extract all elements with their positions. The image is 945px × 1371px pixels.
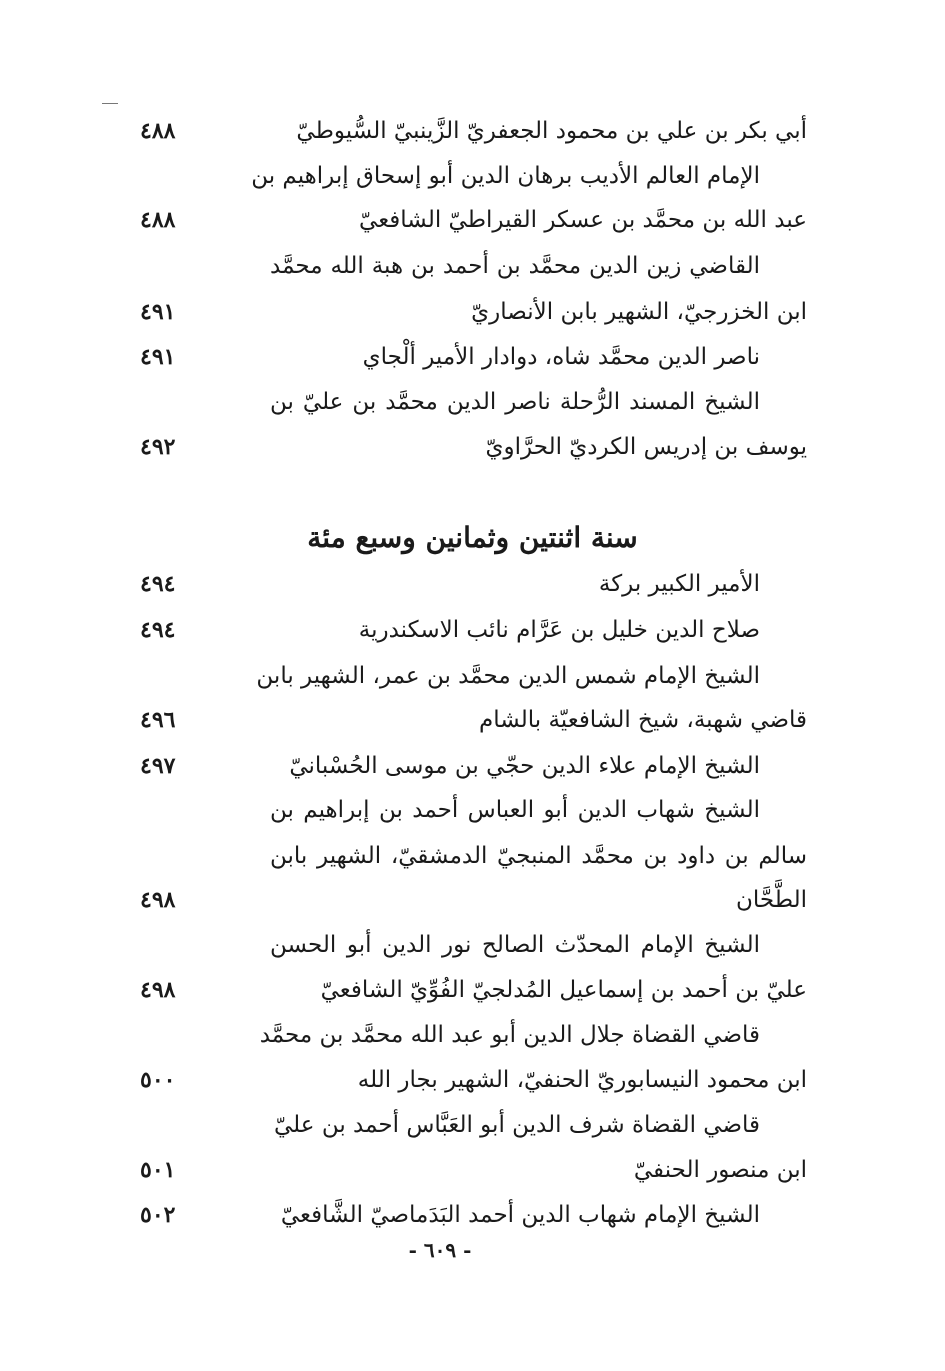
entry-line: الشيخ الإمام المحدّث الصالح نور الدين أبو الحسن [270,932,760,958]
entry-page-number: ٤٨٨ [140,207,176,233]
entry-line: قاضي القضاة شرف الدين أبو العَبَّاس أحمد بن عليّ [274,1112,760,1138]
year-heading: سنة اثنتين وثمانين وسبع مئة [307,521,638,554]
entry-line: الأمير الكبير بركة [598,571,760,597]
entry-line: الشيخ الإمام شهاب الدين أحمد البَدَماصيّ الشَّافعيّ [280,1202,760,1228]
page-number: - ٦٠٩ - [408,1238,472,1262]
entry-line: القاضي زين الدين محمَّد بن أحمد بن هبة الله محمَّد [270,253,760,279]
entry-line: سالم بن داود بن محمَّد المنبجيّ الدمشقيّ، الشهير بابن [270,843,807,869]
entry-page-number: ٥٠١ [140,1157,176,1183]
entry-line: ابن منصور الحنفيّ [633,1157,807,1183]
entry-line: الإمام العالم الأديب برهان الدين أبو إسحاق إبراهيم بن [251,163,760,189]
entry-page-number: ٤٩٦ [140,707,176,733]
entry-page-number: ٥٠٢ [140,1202,176,1228]
entry-line: الطَّحَّان [735,887,807,913]
margin-mark [102,103,118,104]
entry-line: ابن الخزرجيّ، الشهير بابن الأنصاريّ [471,299,807,325]
entry-line: الشيخ الإمام علاء الدين حجّي بن موسى الحُسْبانيّ [289,753,760,779]
entry-page-number: ٤٩٨ [140,887,176,913]
entry-line: عبد الله بن محمَّد بن عسكر القيراطيّ الشافعيّ [359,207,807,233]
entry-line: ناصر الدين محمَّد شاه، دوادار الأمير ألْجاي [362,344,760,370]
entry-page-number: ٤٩١ [140,299,176,325]
entry-page-number: ٤٩٨ [140,977,176,1003]
entry-line: أبي بكر بن علي بن محمود الجعفريّ الزَّينبيّ السُّيوطيّ [296,118,807,144]
entry-line: الشيخ المسند الرُّحلة ناصر الدين محمَّد بن عليّ بن [270,389,760,415]
entry-page-number: ٤٩٧ [140,753,176,779]
entry-line: الشيخ الإمام شمس الدين محمَّد بن عمر، الشهير بابن [256,663,760,689]
entry-page-number: ٤٨٨ [140,118,176,144]
entry-page-number: ٤٩٢ [140,434,176,460]
entry-line: الشيخ شهاب الدين أبو العباس أحمد بن إبراهيم بن [270,797,760,823]
entry-line: قاضي القضاة جلال الدين أبو عبد الله محمَّد بن محمَّد [259,1022,760,1048]
entry-page-number: ٤٩١ [140,344,176,370]
entry-line: صلاح الدين خليل بن عَرَّام نائب الاسكندرية [358,617,760,643]
entry-page-number: ٤٩٤ [140,571,176,597]
entry-page-number: ٤٩٤ [140,617,176,643]
entry-line: قاضي شهبة، شيخ الشافعيّة بالشام [478,707,807,733]
entry-page-number: ٥٠٠ [140,1067,176,1093]
entry-line: عليّ بن أحمد بن إسماعيل المُدلجيّ الفُوِّيّ الشافعيّ [320,977,807,1003]
entry-line: ابن محمود النيسابوريّ الحنفيّ، الشهير بجار الله [357,1067,807,1093]
entry-line: يوسف بن إدريس الكرديّ الحرَّاويّ [485,434,807,460]
